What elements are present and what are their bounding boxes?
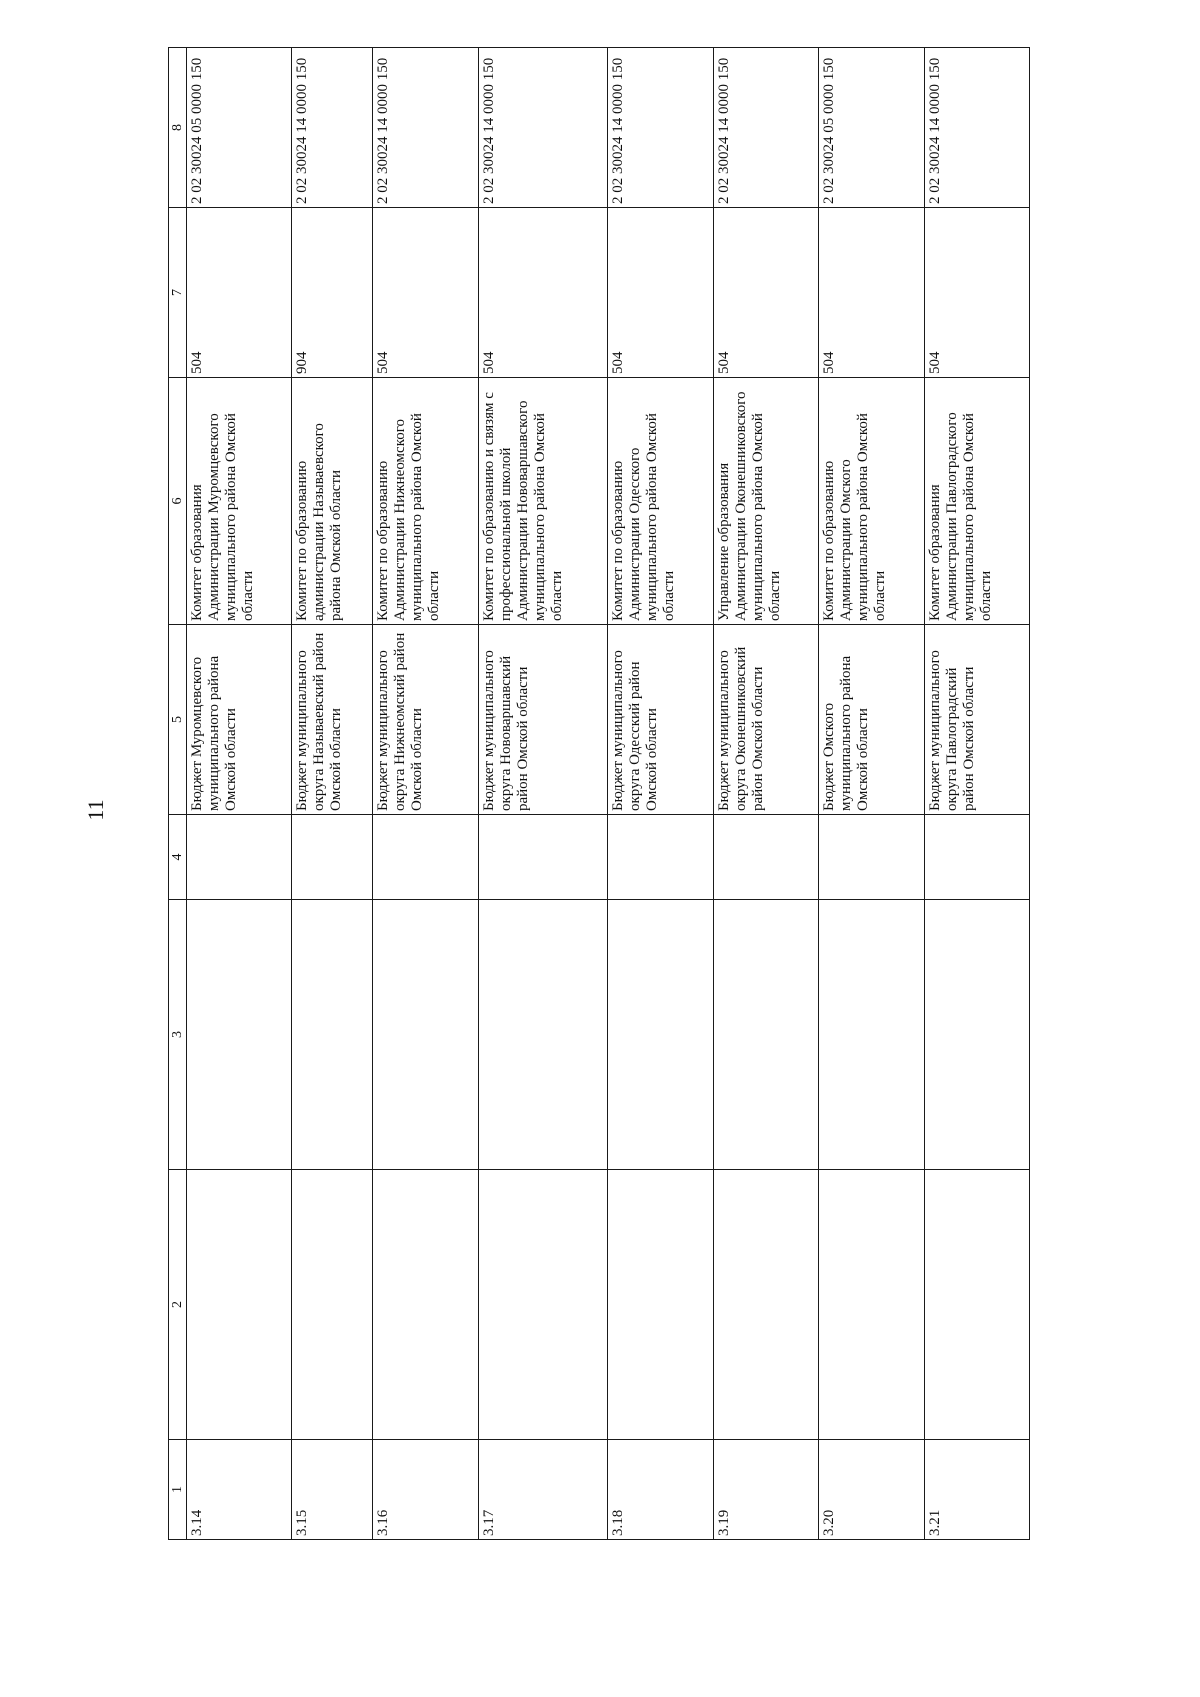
table-header-row [169, 48, 187, 1540]
administrator-code: 504 [924, 208, 1029, 378]
row-number: 3.19 [713, 1440, 818, 1540]
table-row [478, 48, 608, 1540]
empty-cell [713, 900, 818, 1170]
table-row [373, 48, 478, 1540]
empty-cell [478, 815, 608, 900]
empty-cell [187, 900, 292, 1170]
empty-cell [608, 900, 713, 1170]
administrator-code: 904 [292, 208, 373, 378]
budget-classification-code: 2 02 30024 05 0000 150 [187, 48, 292, 208]
row-number: 3.18 [608, 1440, 713, 1540]
administrator-code: 504 [608, 208, 713, 378]
table-row [608, 48, 713, 1540]
empty-cell [608, 1170, 713, 1440]
table-row [292, 48, 373, 1540]
column-header-3: 3 [169, 900, 187, 1170]
column-header-7: 7 [169, 208, 187, 378]
row-number: 3.17 [478, 1440, 608, 1540]
administrator-code: 504 [373, 208, 478, 378]
page-number: 11 [83, 799, 108, 821]
empty-cell [608, 815, 713, 900]
row-number: 3.15 [292, 1440, 373, 1540]
budget-name: Бюджет Омского муниципального района Омской области [819, 625, 924, 815]
administrator-name: Комитет по образованию и связям с профессиональной школой Администрации Нововаршавского муниципального района Омской области [478, 378, 608, 625]
administrator-name: Управление образования Администрации Оконешниковского муниципального района Омской области [713, 378, 818, 625]
column-header-4: 4 [169, 815, 187, 900]
budget-classification-code: 2 02 30024 14 0000 150 [713, 48, 818, 208]
administrator-name: Комитет по образованию Администрации Омского муниципального района Омской области [819, 378, 924, 625]
empty-cell [373, 900, 478, 1170]
budget-name: Бюджет муниципального округа Павлоградский район Омской области [924, 625, 1029, 815]
administrator-name: Комитет по образованию администрации Называевского района Омской области [292, 378, 373, 625]
budget-name: Бюджет муниципального округа Нижнеомский район Омской области [373, 625, 478, 815]
administrator-code: 504 [478, 208, 608, 378]
administrator-name: Комитет по образованию Администрации Одесского муниципального района Омской области [608, 378, 713, 625]
administrator-name: Комитет образования Администрации Муромцевского муниципального района Омской области [187, 378, 292, 625]
column-header-6: 6 [169, 378, 187, 625]
empty-cell [819, 815, 924, 900]
administrator-name: Комитет по образованию Администрации Нижнеомского муниципального района Омской области [373, 378, 478, 625]
empty-cell [819, 1170, 924, 1440]
empty-cell [924, 815, 1029, 900]
administrator-code: 504 [187, 208, 292, 378]
empty-cell [713, 815, 818, 900]
table-row [924, 48, 1029, 1540]
budget-classification-code: 2 02 30024 14 0000 150 [373, 48, 478, 208]
empty-cell [187, 815, 292, 900]
table-row [819, 48, 924, 1540]
budget-name: Бюджет Муромцевского муниципального района Омской области [187, 625, 292, 815]
empty-cell [292, 815, 373, 900]
empty-cell [924, 1170, 1029, 1440]
empty-cell [478, 900, 608, 1170]
document-table-frame [168, 48, 1030, 1540]
budget-name: Бюджет муниципального округа Одесский район Омской области [608, 625, 713, 815]
budget-classification-code: 2 02 30024 14 0000 150 [608, 48, 713, 208]
empty-cell [713, 1170, 818, 1440]
column-header-1: 1 [169, 1440, 187, 1540]
administrator-code: 504 [713, 208, 818, 378]
empty-cell [373, 815, 478, 900]
row-number: 3.16 [373, 1440, 478, 1540]
column-header-2: 2 [169, 1170, 187, 1440]
column-header-8: 8 [169, 48, 187, 208]
budget-name: Бюджет муниципального округа Называевский район Омской области [292, 625, 373, 815]
budget-classification-code: 2 02 30024 05 0000 150 [819, 48, 924, 208]
table-row [187, 48, 292, 1540]
empty-cell [292, 900, 373, 1170]
document-table-rotated [168, 48, 1030, 1540]
budget-classification-code: 2 02 30024 14 0000 150 [924, 48, 1029, 208]
budget-name: Бюджет муниципального округа Оконешниковский район Омской области [713, 625, 818, 815]
budget-name: Бюджет муниципального округа Нововаршавский район Омской области [478, 625, 608, 815]
budget-classification-code: 2 02 30024 14 0000 150 [292, 48, 373, 208]
row-number: 3.20 [819, 1440, 924, 1540]
row-number: 3.21 [924, 1440, 1029, 1540]
administrator-name: Комитет образования Администрации Павлоградского муниципального района Омской области [924, 378, 1029, 625]
row-number: 3.14 [187, 1440, 292, 1540]
empty-cell [292, 1170, 373, 1440]
empty-cell [924, 900, 1029, 1170]
administrator-code: 504 [819, 208, 924, 378]
empty-cell [478, 1170, 608, 1440]
budget-classification-code: 2 02 30024 14 0000 150 [478, 48, 608, 208]
column-header-5: 5 [169, 625, 187, 815]
empty-cell [819, 900, 924, 1170]
empty-cell [373, 1170, 478, 1440]
empty-cell [187, 1170, 292, 1440]
budget-table [168, 47, 1030, 1540]
table-row [713, 48, 818, 1540]
